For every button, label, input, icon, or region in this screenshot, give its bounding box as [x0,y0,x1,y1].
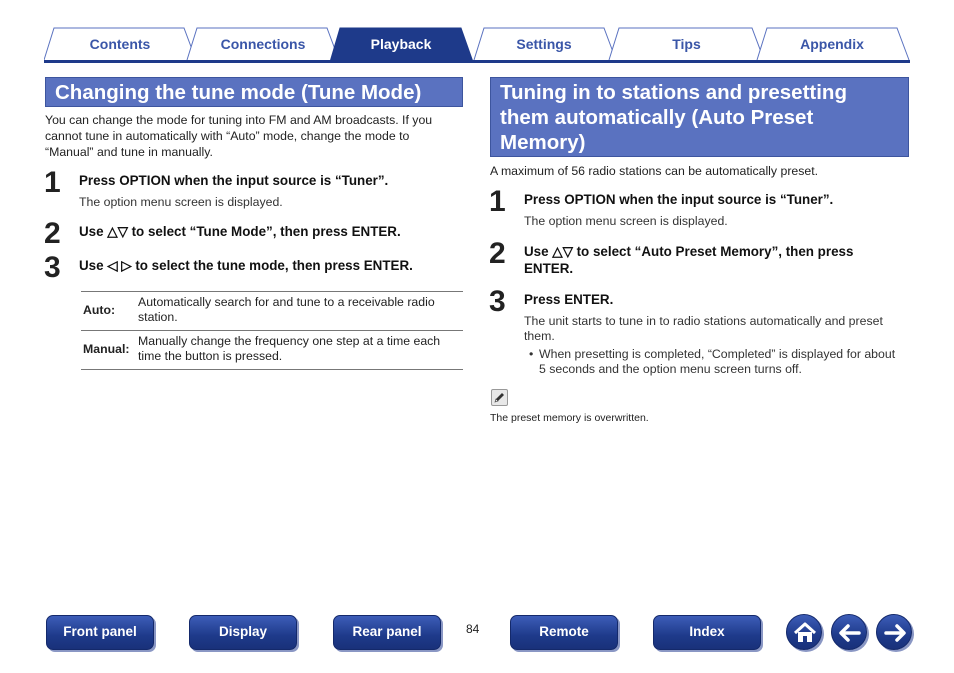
step-title: Press ENTER. [524,292,614,307]
index-button[interactable]: Index [653,615,761,650]
step-result: The option menu screen is displayed. [524,214,728,228]
step-result: The option menu screen is displayed. [79,195,283,209]
step-title: Press OPTION when the input source is “Tuner”. [524,192,834,207]
intro-line: cannot tune in automatically with “Auto” mode, change the mode to [45,129,410,143]
step-title: ENTER. [524,261,574,276]
pencil-note-icon [491,389,508,406]
note-text: The preset memory is overwritten. [490,412,649,424]
display-button[interactable]: Display [189,615,297,650]
step-result: them. [524,329,555,343]
arrow-left-icon [832,615,868,651]
intro-line: “Manual” and tune in manually. [45,145,213,159]
front-panel-button[interactable]: Front panel [46,615,154,650]
tab-tips[interactable]: Tips [672,36,701,52]
tab-playback[interactable]: Playback [370,36,432,52]
table-row [81,331,463,370]
intro-text: A maximum of 56 radio stations can be automatically preset. [490,164,819,178]
forward-button[interactable] [876,614,912,650]
bullet-text: 5 seconds and the option menu screen turns off. [539,362,802,376]
section-heading-tune-mode: Changing the tune mode (Tune Mode) [45,77,463,107]
tab-appendix[interactable]: Appendix [800,36,864,52]
step-title: Press OPTION when the input source is “Tuner”. [79,173,389,188]
table-value-line: time the button is pressed. [138,349,283,363]
step-result: The unit starts to tune in to radio stations automatically and preset [524,314,883,328]
remote-button[interactable]: Remote [510,615,618,650]
step-number: 1 [44,166,61,199]
step-title: Use △▽ to select “Auto Preset Memory”, then press [524,244,854,259]
step-number: 1 [489,185,506,218]
table-value [138,292,463,331]
step-number: 2 [44,217,61,250]
table-value [138,331,463,370]
tab-settings[interactable]: Settings [516,36,572,52]
step-number: 2 [489,237,506,270]
rear-panel-button[interactable]: Rear panel [333,615,441,650]
tab-underline [44,60,910,63]
table-row [81,292,463,331]
step-number: 3 [44,251,61,284]
table-value-line: station. [138,310,178,324]
step-title: Use ◁ ▷ to select the tune mode, then press ENTER. [79,258,413,273]
table-value-line: Automatically search for and tune to a receivable radio [138,295,435,309]
intro-line: You can change the mode for tuning into FM and AM broadcasts. If you [45,113,433,127]
heading-line: Tuning in to stations and presetting [500,81,847,104]
home-button[interactable] [786,614,822,650]
bullet-text: When presetting is completed, “Completed” is displayed for about [539,347,896,361]
tab-connections[interactable]: Connections [220,36,306,52]
tab-contents[interactable]: Contents [89,36,151,52]
tab-bar [44,27,910,63]
heading-line: Memory) [500,131,586,154]
tune-mode-table [81,291,463,370]
bullet-icon: • [529,347,534,361]
section-heading-auto-preset [490,77,909,157]
table-value-line: Manually change the frequency one step at a time each [138,334,441,348]
page-number: 84 [466,622,480,636]
back-button[interactable] [831,614,867,650]
table-key: Manual: [81,331,138,370]
table-key: Auto: [81,292,138,331]
home-icon [787,615,823,651]
heading-line: them automatically (Auto Preset [500,106,814,129]
step-number: 3 [489,285,506,318]
step-title: Use △▽ to select “Tune Mode”, then press ENTER. [79,224,401,239]
arrow-right-icon [877,615,913,651]
